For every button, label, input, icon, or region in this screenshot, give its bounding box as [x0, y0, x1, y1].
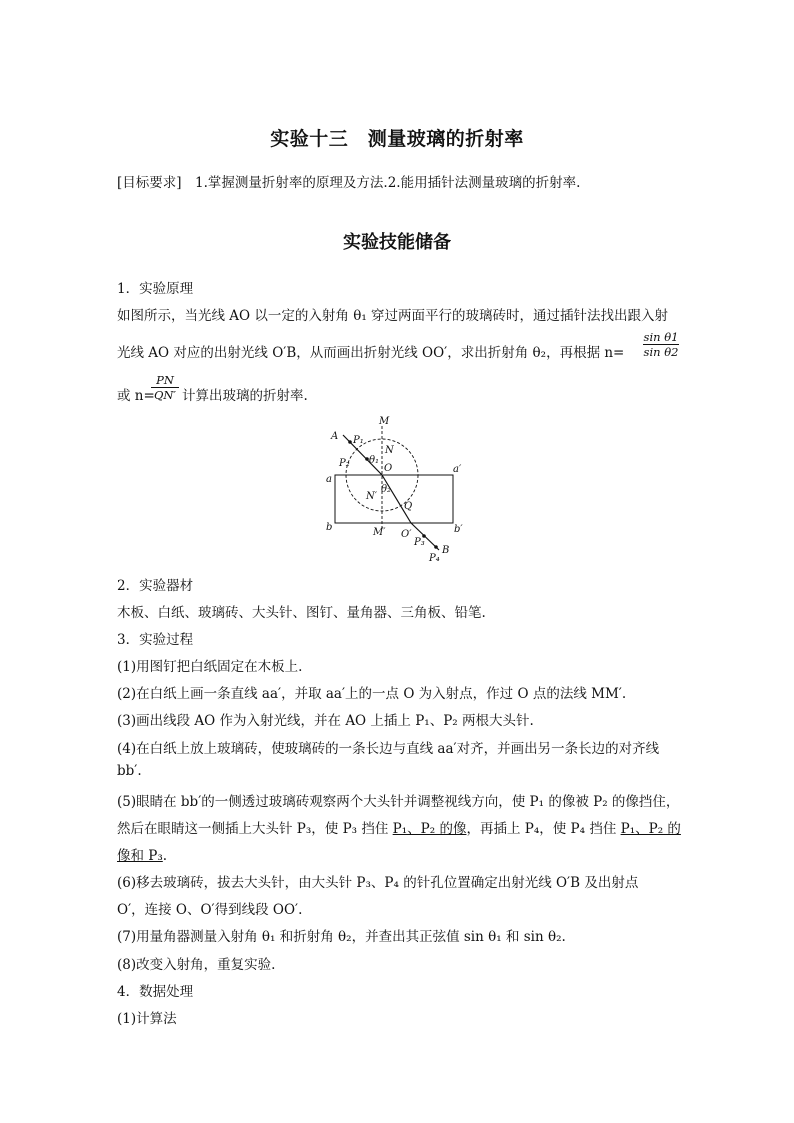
pin-p1: [348, 440, 352, 444]
label-theta1: θ₁: [369, 455, 380, 466]
process-step-1: (1)用图钉把白纸固定在木板上.: [117, 659, 303, 675]
label-n: N: [385, 445, 394, 456]
label-p1: P₁: [353, 435, 364, 446]
label-b-point: B: [442, 545, 450, 556]
process-step-5b-mid: ，再插上 P₄，使 P₄ 挡住: [466, 821, 621, 837]
fraction-length-ratio: [151, 373, 179, 402]
process-step-4a: (4)在白纸上放上玻璃砖，使玻璃砖的一条长边与直线 aa′对齐，并画出另一条长边的对齐线: [117, 741, 660, 757]
fraction-numerator: PN: [156, 373, 174, 387]
data-processing-heading: 4．数据处理: [117, 984, 194, 1000]
principle-heading: 1．实验原理: [117, 281, 194, 297]
refracted-ray: [382, 475, 411, 523]
process-step-5c-end: .: [162, 848, 168, 864]
label-p3: P₃: [414, 537, 425, 548]
principle-line-1: 如图所示，当光线 AO 以一定的入射角 θ₁ 穿过两面平行的玻璃砖时，通过插针法找出跟入射: [117, 308, 669, 324]
process-step-3: (3)画出线段 AO 作为入射光线，并在 AO 上插上 P₁、P₂ 两根大头针.: [117, 713, 534, 729]
answer-blank-2-cont: 像和 P₃: [117, 848, 163, 864]
label-theta2: θ₂: [381, 484, 392, 495]
fraction-denominator: sin θ2: [643, 345, 679, 359]
process-step-7: (7)用量角器测量入射角 θ₁ 和折射角 θ₂，并查出其正弦值 sin θ₁ 和 sin θ₂.: [117, 929, 566, 945]
pin-p4: [434, 545, 438, 549]
process-step-6a: (6)移去玻璃砖，拔去大头针，由大头针 P₃、P₄ 的针孔位置确定出射光线 O′B 及出射点: [117, 875, 639, 891]
label-b-prime: b′: [454, 524, 463, 535]
refraction-diagram: [325, 412, 475, 567]
process-step-8: (8)改变入射角，重复实验.: [117, 957, 276, 973]
answer-blank-2: P₁、P₂ 的: [620, 821, 681, 837]
principle-line-2: 光线 AO 对应的出射光线 O′B，从而画出折射光线 OO′，求出折射角 θ₂，再根据 n=: [117, 345, 625, 361]
process-step-4b: bb′.: [117, 763, 142, 779]
label-o: O: [384, 463, 393, 474]
principle-line-3-prefix: 或 n=: [117, 388, 155, 404]
process-heading: 3．实验过程: [117, 632, 194, 648]
process-step-6b: O′，连接 O、O′得到线段 OO′.: [117, 902, 303, 918]
label-b: b: [326, 522, 333, 533]
label-a-prime: a′: [453, 464, 462, 475]
label-o-prime: O′: [401, 529, 412, 540]
section-title: 实验技能储备: [343, 232, 451, 253]
fraction-denominator: QN′: [151, 387, 179, 402]
fraction-sin-ratio: [643, 330, 679, 359]
label-m-prime: M′: [373, 527, 386, 538]
equipment-text: 木板、白纸、玻璃砖、大头针、图钉、量角器、三角板、铅笔.: [117, 605, 486, 621]
answer-blank-1: P₁、P₂ 的像: [392, 821, 467, 837]
process-step-2: (2)在白纸上画一条直线 aa′，并取 aa′上的一点 O 为入射点，作过 O 点的法线 MM′.: [117, 686, 627, 702]
principle-line-3-suffix: 计算出玻璃的折射率.: [182, 388, 308, 404]
glass-block: [335, 475, 453, 523]
data-processing-step-1: (1)计算法: [117, 1011, 177, 1027]
goal-requirements: [目标要求] 1.掌握测量折射率的原理及方法.2.能用插针法测量玻璃的折射率.: [117, 175, 581, 191]
label-a: a: [326, 474, 332, 485]
process-step-5b-pre: 然后在眼睛这一侧插上大头针 P₃，使 P₃ 挡住: [117, 821, 393, 837]
process-step-5c: [117, 844, 167, 864]
label-p4: P₄: [429, 553, 440, 564]
label-m: M: [379, 416, 390, 427]
label-q: Q: [404, 501, 413, 512]
label-a-point: A: [331, 431, 339, 442]
label-n-prime: N′: [366, 491, 378, 502]
process-step-5b: [117, 817, 681, 837]
process-step-5a: (5)眼睛在 bb′的一侧透过玻璃砖观察两个大头针并调整视线方向，使 P₁ 的像被 P₂ 的像挡住，: [117, 794, 680, 810]
page-title: 实验十三 测量玻璃的折射率: [270, 128, 524, 150]
label-p2: P₂: [339, 458, 350, 469]
fraction-numerator: sin θ1: [643, 330, 679, 344]
equipment-heading: 2．实验器材: [117, 578, 194, 594]
